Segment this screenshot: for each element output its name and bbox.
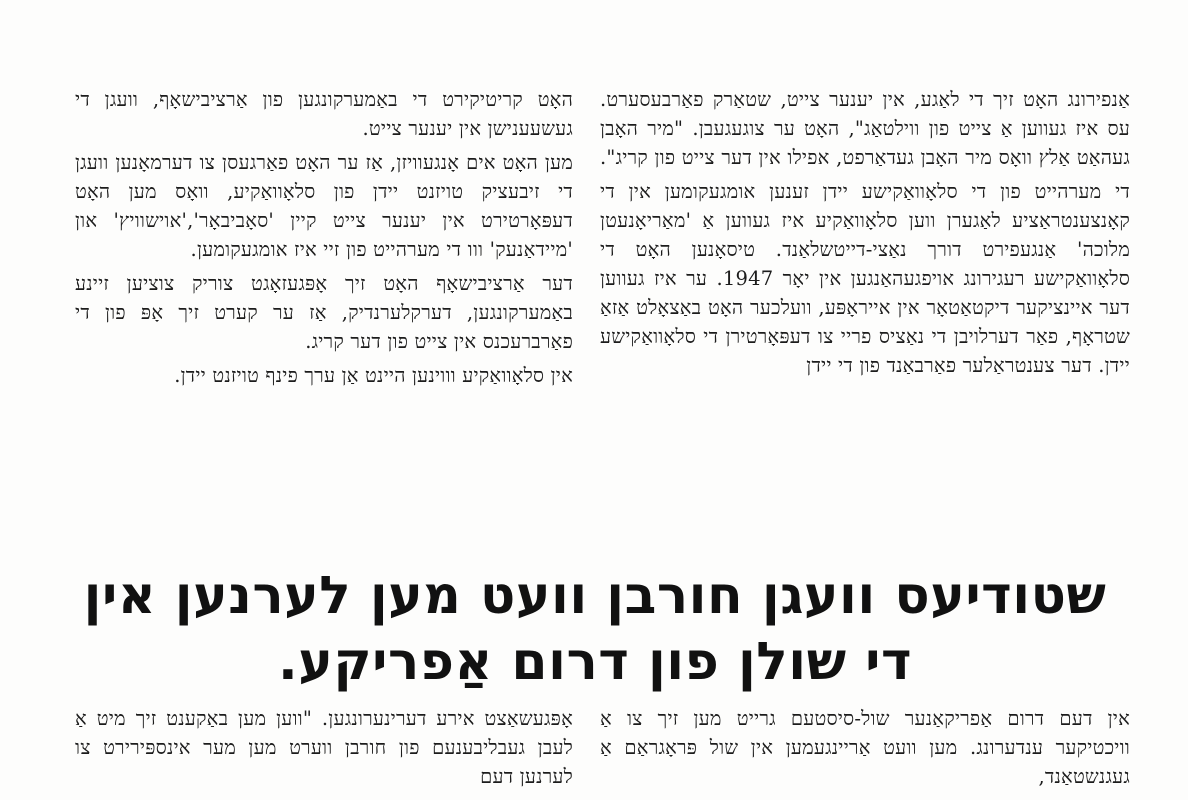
article-headline: שטודיעס וועגן חורבן וועט מען לערנען אין די שולן פון דרום אַפריקע. [83, 566, 1107, 692]
paragraph: די מערהייט פון די סלאָוואַקישע יידן זענען אומגעקומען אין די קאָנצענטראַציע לאַגערן ווען סלאָוואַקיע איז געווען אַ 'מאַריאָנעטן מלוכה' אַנגעפירט דורך נאַצי-דייטשלאַנד. טיסאָנען האָט די סלאָוואַקישע רעגירונג אויפגעהאַנגען אין יאָר 1947. ער איז געווען דער איינציקער דיקטאַטאָר אין אייראָפּע, וועלכער האָט באַצאָלט אַזאַ שטראָף, פאַר דערלויבן די נאַציס פריי צו דעפּאָרטירן די סלאָוואַקישע יידן. דער צענטראַלער פאַרבאַנד פון די יידן [600, 180, 1130, 377]
article-bottom-left-column [75, 704, 573, 796]
paragraph: האָט קריטיקירט די באַמערקונגען פון אַרציבישאָף, וועגן די געשעענישן אין יענער צייט. [75, 88, 573, 140]
paragraph: אַנפירונג האָט זיך די לאַגע, אין יענער צייט, שטאַרק פאַרבעסערט. עס איז געווען אַ צייט פון ווילטאַג", האָט ער צוגעגעבן. "מיר האָבן געהאַט אַלץ וואָס מיר האָבן געדאַרפט, אפילו אין דער צייט פון קריג". [600, 88, 1130, 169]
paragraph: אָפּגעשאַצט אירע דערינערונגען. "ווען מען באַקענט זיך מיט אַ לעבן געבליבענעם פון חורבן ווערט מען מער אינספּירירט צו לערנען דעם [75, 707, 573, 788]
article-top-right-column [600, 85, 1130, 385]
paragraph: אין סלאָוואַקיע וווינען היינט אַן ערך פינף טויזנט יידן. [174, 364, 573, 387]
article-top-left-column [75, 85, 573, 395]
paragraph: אין דעם דרום אַפריקאַנער שול-סיסטעם גרייט מען זיך צו אַ וויכטיקער ענדערונג. מען וועט אַריינגעמען אין שול פּראָגראַם אַ געגנשטאַנד, [600, 707, 1130, 788]
article-bottom-right-column [600, 704, 1130, 796]
paragraph: מען האָט אים אָנגעוויזן, אַז ער האָט פאַרגעסן צו דערמאָנען וועגן די זיבעציק טויזנט יידן פון סלאָוואַקיע, וואָס מען האָט דעפּאָרטירט אין יענער צייט קיין 'סאָביבאָר','אוישוויץ' און 'מיידאַנעק' ווו די מערהייט פון זיי איז אומגעקומען. [75, 151, 573, 261]
paragraph: דער אַרציבישאָף האָט זיך אָפּגעזאָגט צוריק צוציען זיינע באַמערקונגען, דערקלערנדיק, אַז ער קערט זיך אָפּ פון די פאַרברעכנס אין צייט פון דער קריג. [75, 272, 573, 353]
